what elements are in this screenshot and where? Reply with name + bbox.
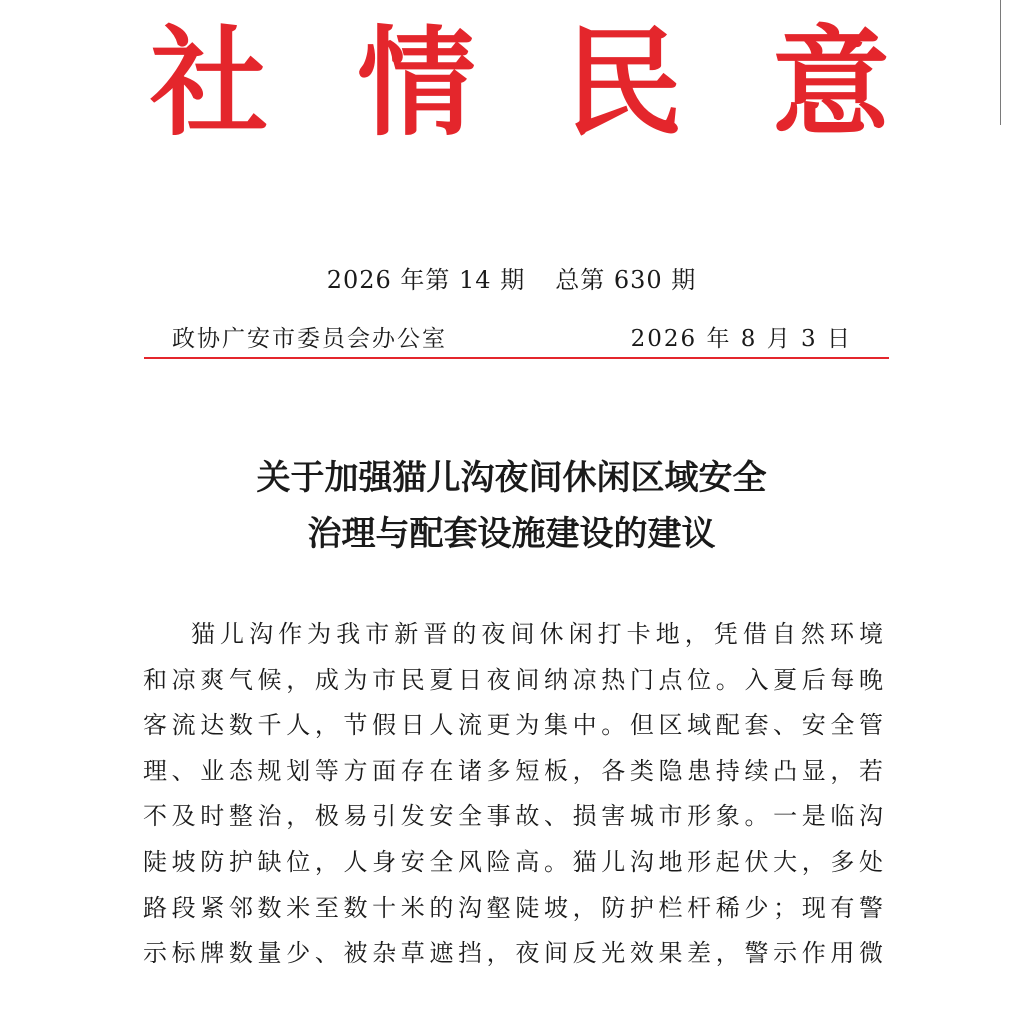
body-line: 和凉爽气候，成为市民夏日夜间纳凉热门点位。入夏后每晚 — [143, 665, 883, 694]
masthead-char: 民 — [564, 13, 683, 152]
body-line: 陡坡防护缺位，人身安全风险高。猫儿沟地形起伏大，多处 — [143, 847, 883, 876]
issuer-name: 政协广安市委员会办公室 — [172, 326, 447, 352]
title-line-1: 关于加强猫儿沟夜间休闲区域安全 — [256, 458, 767, 498]
red-divider-rule — [144, 357, 889, 359]
page-edge-line — [1000, 0, 1001, 125]
body-line: 理、业态规划等方面存在诸多短板，各类隐患持续凸显，若 — [143, 756, 883, 785]
masthead-char: 社 — [150, 13, 269, 152]
body-line: 路段紧邻数米至数十米的沟壑陡坡，防护栏杆稀少；现有警 — [143, 893, 883, 922]
issue-total-number: 总第 630 期 — [555, 266, 697, 294]
body-line: 客流达数千人，节假日人流更为集中。但区域配套、安全管 — [143, 711, 883, 740]
meta-row — [172, 320, 852, 353]
masthead — [150, 13, 890, 152]
body-line: 不及时整治，极易引发安全事故、损害城市形象。一是临沟 — [143, 802, 883, 831]
issue-year-number: 2026 年第 14 期 — [326, 266, 526, 294]
issue-date: 2026 年 8 月 3 日 — [630, 326, 852, 352]
issue-line — [0, 260, 1023, 295]
masthead-char: 意 — [771, 13, 890, 152]
title-line-2: 治理与配套设施建设的建议 — [307, 514, 716, 554]
document-title — [0, 450, 1023, 562]
body-line: 猫儿沟作为我市新晋的夜间休闲打卡地，凭借自然环境 — [191, 620, 883, 648]
body-paragraph — [143, 612, 883, 977]
body-line: 示标牌数量少、被杂草遮挡，夜间反光效果差，警示作用微 — [143, 939, 883, 968]
masthead-char: 情 — [357, 13, 476, 152]
